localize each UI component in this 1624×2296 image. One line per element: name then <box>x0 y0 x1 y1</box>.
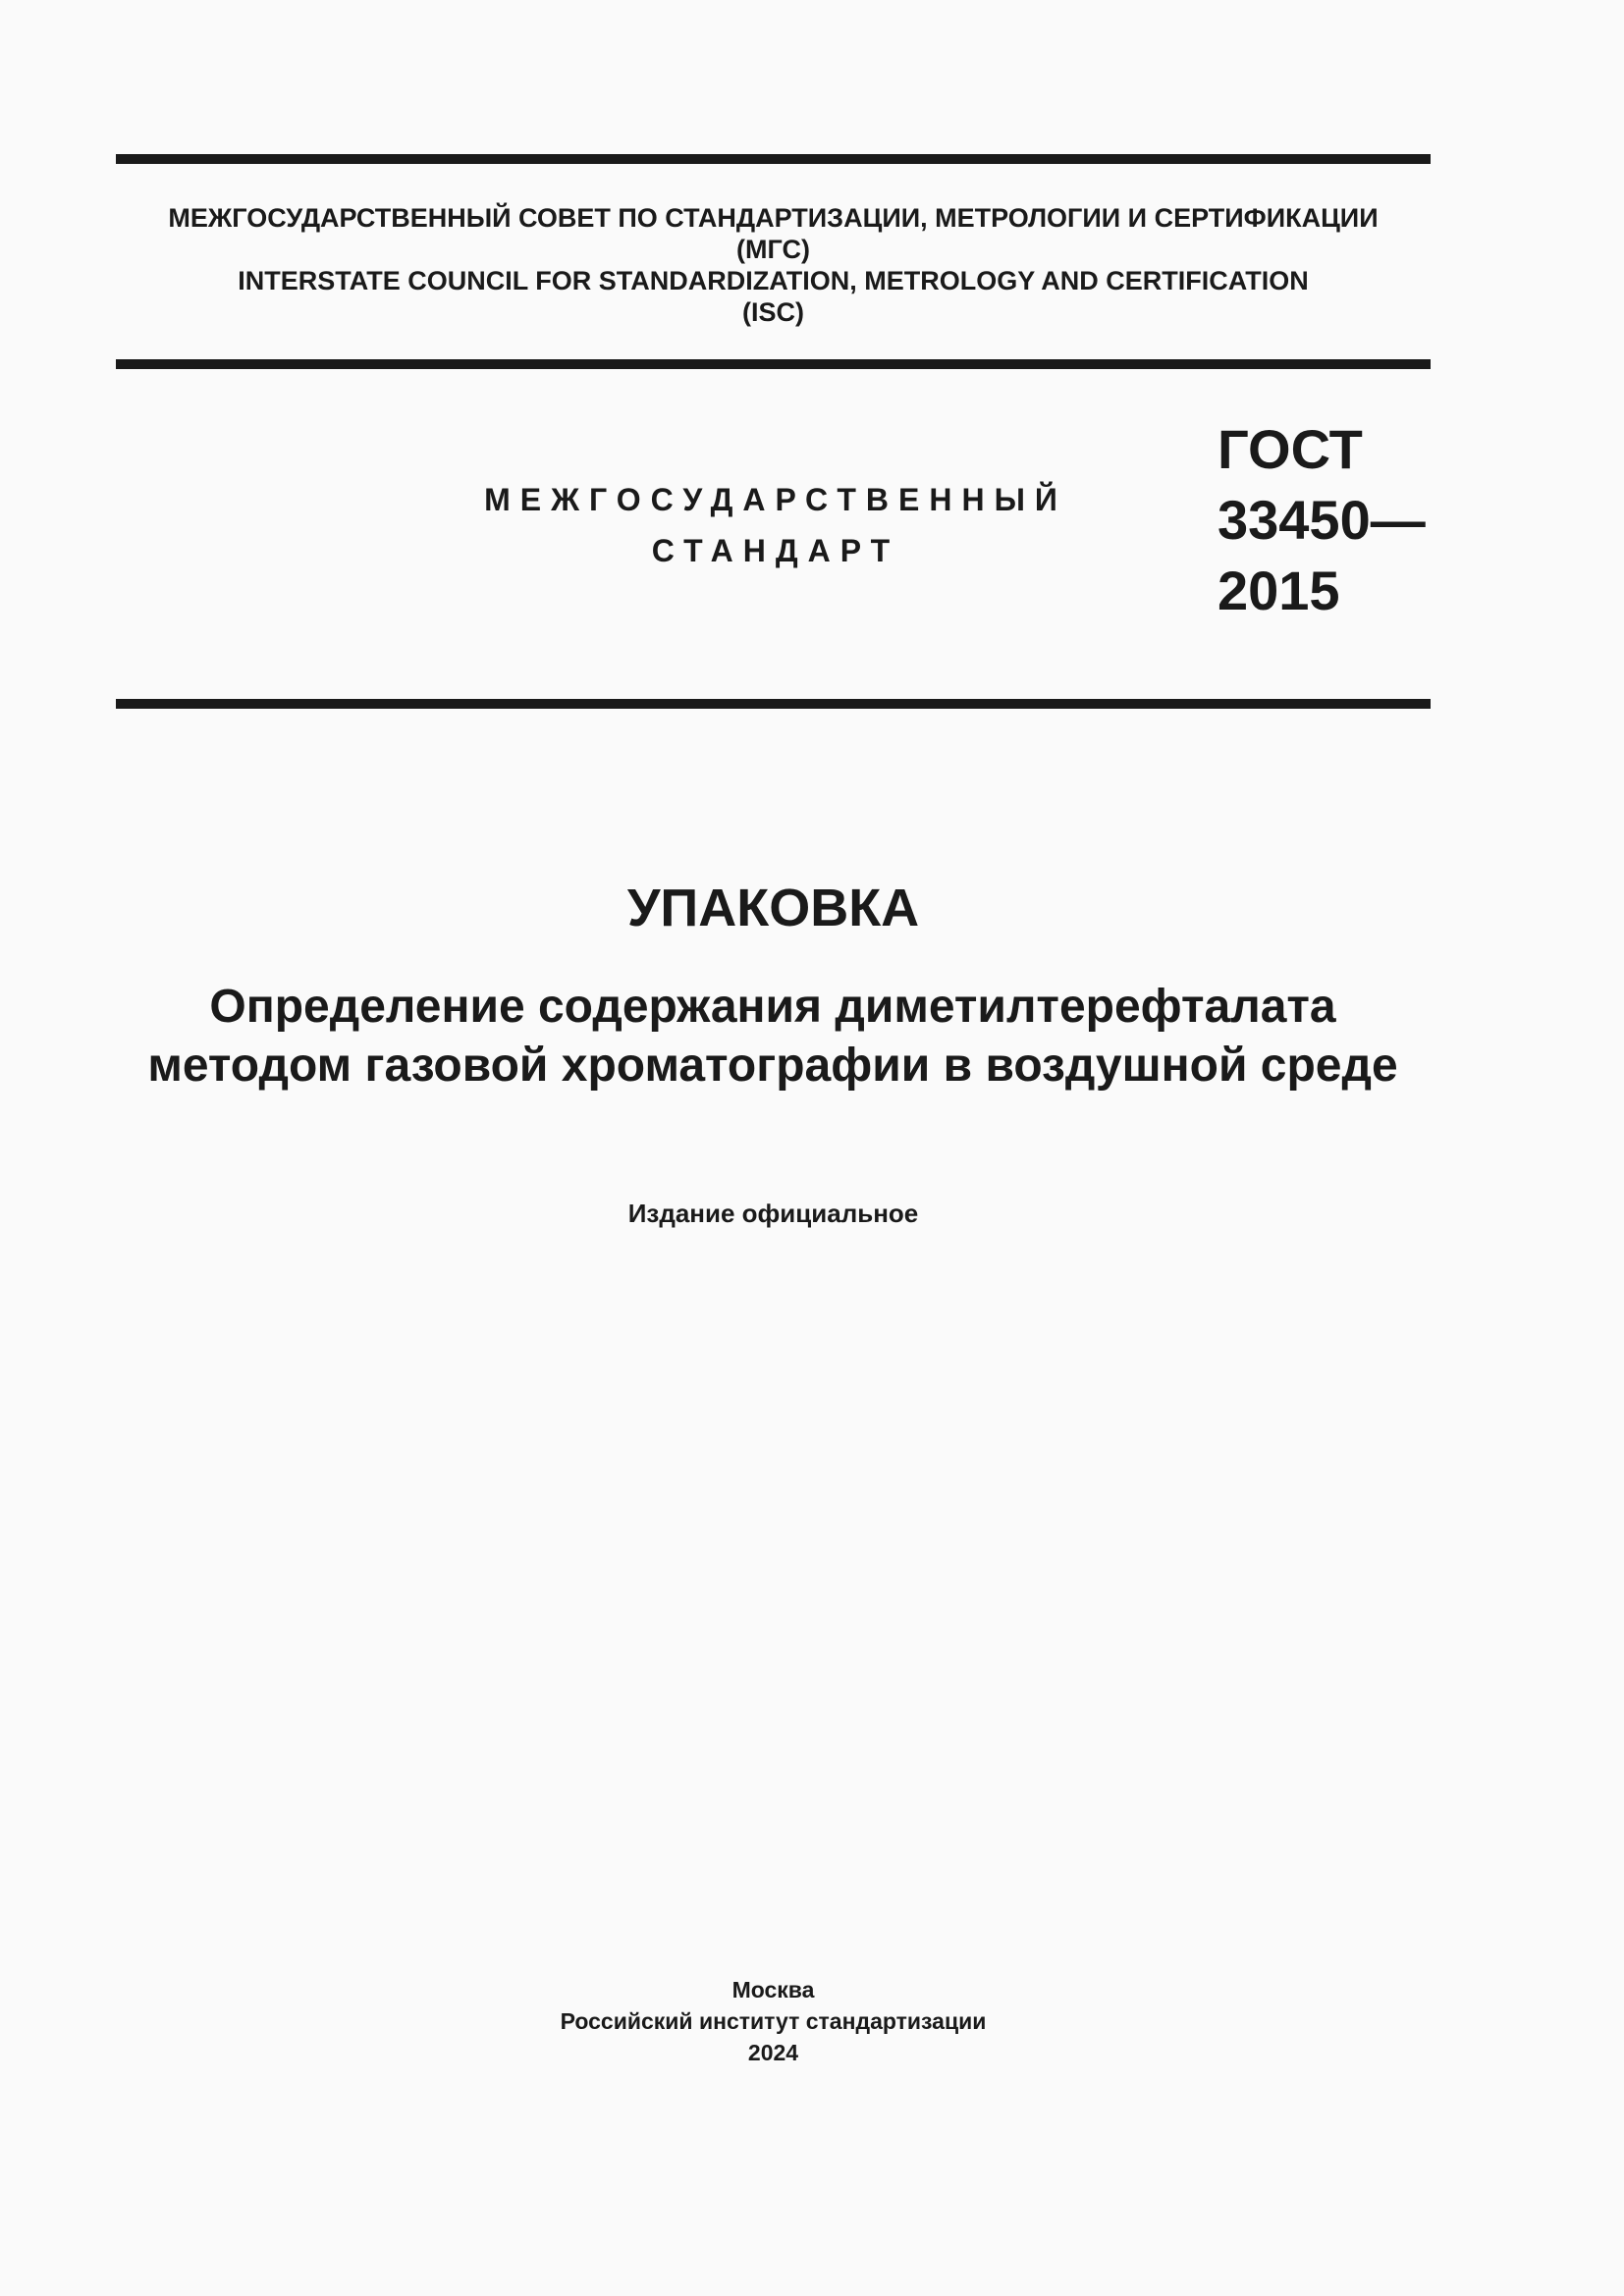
document-title: УПАКОВКА <box>626 879 920 937</box>
gost-year: 2015 <box>1218 560 1340 621</box>
edition-note: Издание официальное <box>627 1199 919 1228</box>
top-rule <box>116 154 1431 164</box>
publisher-institute: Российский институт стандартизации <box>560 2008 987 2034</box>
subtitle-line1: Определение содержания диметилтерефталата <box>209 981 1336 1033</box>
council-abbr-ru: (МГС) <box>736 235 810 264</box>
title-rule <box>116 699 1431 709</box>
standard-type-line2: СТАНДАРТ <box>651 533 900 568</box>
standard-type <box>393 474 1159 576</box>
council-abbr-en: (ISC) <box>742 297 804 327</box>
header-rule <box>116 359 1431 369</box>
gost-prefix: ГОСТ <box>1218 418 1363 480</box>
gost-number: 33450— <box>1218 489 1426 551</box>
gost-designation <box>1218 414 1443 626</box>
document-subtitle <box>59 978 1487 1095</box>
publisher-year: 2024 <box>747 2040 799 2065</box>
subtitle-line2: методом газовой хроматографии в воздушной среде <box>147 1040 1398 1092</box>
publisher-block <box>116 1974 1431 2068</box>
publisher-city: Москва <box>731 1977 815 2002</box>
council-name-ru: МЕЖГОСУДАРСТВЕННЫЙ СОВЕТ ПО СТАНДАРТИЗАЦИИ, МЕТРОЛОГИИ И СЕРТИФИКАЦИИ <box>168 203 1379 233</box>
standard-type-line1: МЕЖГОСУДАРСТВЕННЫЙ <box>484 482 1067 517</box>
council-name-en: INTERSTATE COUNCIL FOR STANDARDIZATION, METROLOGY AND CERTIFICATION <box>238 266 1309 295</box>
council-header <box>116 202 1431 328</box>
